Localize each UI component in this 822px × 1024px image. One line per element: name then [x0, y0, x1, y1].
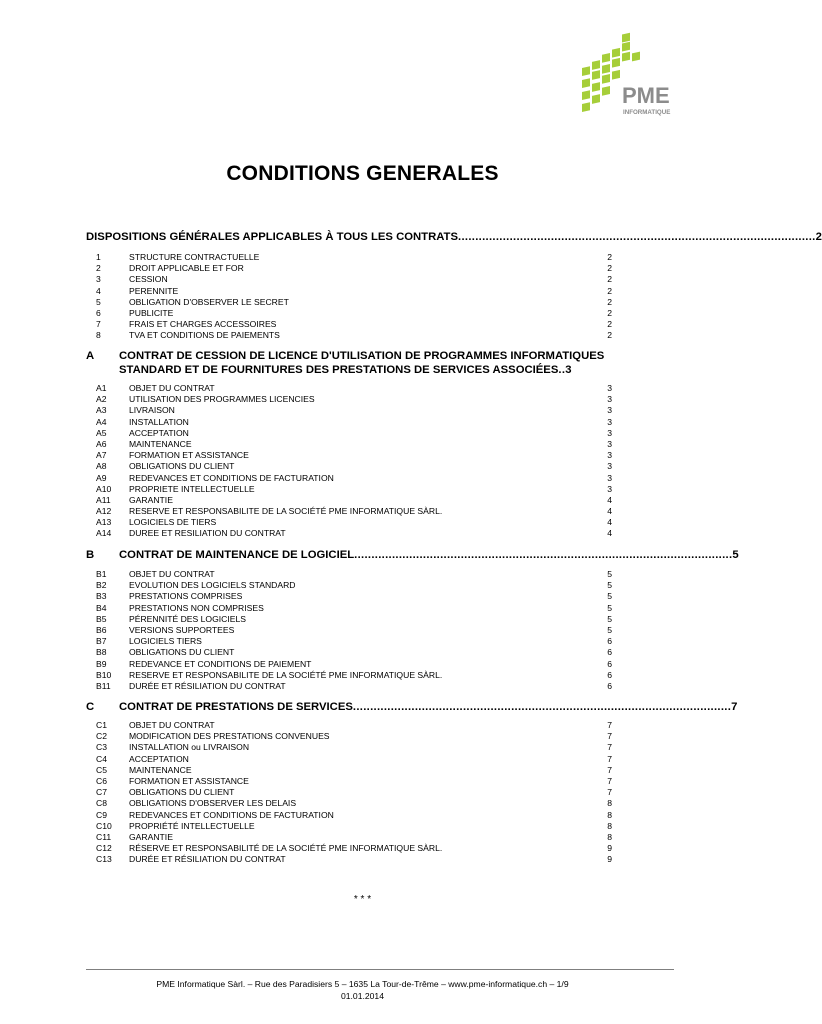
toc-section-letter: C [86, 701, 95, 713]
toc-entry-label: MAINTENANCE [129, 764, 192, 775]
toc-entry-number: C1 [96, 720, 107, 730]
toc-entry-label: MAINTENANCE [129, 438, 192, 449]
separator-stars: * * * [353, 894, 372, 905]
toc-entry-label: TVA ET CONDITIONS DE PAIEMENTS [129, 330, 280, 341]
toc-entry-label: DUREE ET RESILIATION DU CONTRAT [129, 528, 286, 539]
toc-entry-label: STRUCTURE CONTRACTUELLE [129, 252, 260, 262]
footer-date: 01.01.2014 [340, 991, 384, 1001]
page-title: CONDITIONS GENERALES [226, 162, 499, 185]
toc-entry-page: 7 [607, 753, 612, 764]
toc-entry[interactable] [96, 580, 612, 591]
toc-entry-label: OBJET DU CONTRAT [129, 383, 215, 393]
toc-entry-page: 5 [607, 602, 612, 613]
toc-entry-page: 4 [607, 517, 612, 528]
toc-entry-page: 4 [607, 528, 612, 539]
toc-entry-number: C11 [96, 831, 112, 842]
toc-entry-label: INSTALLATION ou LIVRAISON [129, 742, 250, 753]
toc-entry-number: 7 [96, 319, 101, 330]
toc-entry-page: 2 [607, 319, 612, 330]
company-logo [582, 40, 682, 120]
toc-entry-page: 6 [607, 636, 612, 647]
toc-entry-page: 3 [607, 394, 612, 405]
toc-entries-c [96, 720, 612, 865]
toc-entry[interactable] [96, 754, 612, 765]
toc-entry-page: 3 [607, 405, 612, 416]
toc-section-letter: A [86, 350, 95, 362]
toc-entry-number: B3 [96, 591, 107, 602]
toc-entry-label: PERENNITE [129, 285, 179, 296]
toc-entry-number: A3 [96, 405, 107, 416]
toc-heading-text: CONTRAT DE CESSION DE LICENCE D'UTILISATION DE PROGRAMMES INFORMATIQUES [119, 350, 605, 362]
toc-entry-page: 6 [607, 669, 612, 680]
toc-heading-text: CONTRAT DE PRESTATIONS DE SERVICES [119, 701, 353, 713]
logo-square [592, 82, 600, 92]
toc-entry[interactable] [96, 405, 612, 416]
toc-entry-number: 6 [96, 307, 101, 318]
toc-entry-page: 3 [607, 450, 612, 461]
toc-entry[interactable] [96, 394, 612, 405]
toc-entry-page: 2 [607, 274, 612, 285]
toc-entry[interactable] [96, 647, 612, 658]
toc-entry-label: EVOLUTION DES LOGICIELS STANDARD [129, 580, 296, 591]
toc-entry[interactable] [96, 787, 612, 798]
toc-entry-label: ACCEPTATION [129, 753, 189, 764]
logo-square [612, 48, 620, 58]
logo-square [602, 53, 610, 63]
toc-entry-number: A12 [96, 506, 112, 517]
toc-entry-page: 7 [607, 787, 612, 798]
toc-entry-page: 7 [607, 775, 612, 786]
toc-entry-page: 2 [607, 296, 612, 307]
toc-entry-page: 9 [607, 854, 612, 865]
logo-square [602, 86, 610, 96]
toc-entry-number: C9 [96, 809, 107, 820]
toc-entry[interactable] [96, 720, 612, 731]
toc-heading-a[interactable] [86, 349, 612, 377]
toc-leader-dots: .............................................................................................................. [352, 701, 732, 713]
toc-entry-number: C10 [96, 820, 112, 831]
toc-entry-page: 5 [607, 591, 612, 602]
toc-entries-b [96, 569, 612, 692]
toc-leader-dots: .. [558, 364, 566, 376]
toc-entry[interactable] [96, 450, 612, 461]
toc-entry-label: LOGICIELS TIERS [129, 636, 202, 647]
logo-square [622, 33, 630, 43]
toc-entry-number: A9 [96, 472, 107, 483]
toc-entry-label: FRAIS ET CHARGES ACCESSOIRES [129, 319, 277, 330]
toc-entry[interactable] [96, 286, 612, 297]
toc-entry[interactable] [96, 810, 612, 821]
toc-entry-page: 2 [607, 263, 612, 274]
toc-entry-number: C12 [96, 843, 112, 854]
toc-heading-text: CONTRAT DE MAINTENANCE DE LOGICIEL [119, 549, 355, 561]
toc-entry-page: 7 [607, 764, 612, 775]
toc-entry-number: A13 [96, 517, 112, 528]
logo-square [592, 94, 600, 104]
toc-entry-number: A14 [96, 528, 112, 539]
toc-entry-number: A11 [96, 494, 111, 505]
toc-entry[interactable] [96, 591, 612, 602]
toc-entry-label: PUBLICITE [129, 307, 174, 318]
toc-entry[interactable] [96, 439, 612, 450]
footer-address: PME Informatique Sàrl. – Rue des Paradisiers 5 – 1635 La Tour-de-Trême – www.pme-informatique.ch – 1/9 [156, 979, 569, 989]
toc-entry-number: A2 [96, 394, 107, 405]
footer-divider [86, 969, 674, 970]
page-footer [0, 978, 725, 1002]
toc-entry[interactable] [96, 659, 612, 670]
toc-entry[interactable] [96, 843, 612, 854]
logo-square [622, 52, 630, 62]
toc-entry[interactable] [96, 252, 612, 263]
toc-entry-page: 8 [607, 798, 612, 809]
toc-entry-label: GARANTIE [129, 831, 173, 842]
toc-entry-page: 8 [607, 831, 612, 842]
toc-entry-number: C4 [96, 753, 107, 764]
toc-entry-number: B9 [96, 658, 107, 669]
toc-entry-label: DURÉE ET RÉSILIATION DU CONTRAT [129, 854, 286, 865]
toc-entry[interactable] [96, 765, 612, 776]
toc-entry[interactable] [96, 625, 612, 636]
toc-entry-number: A5 [96, 427, 107, 438]
logo-square [582, 66, 590, 76]
toc-entry-page: 8 [607, 809, 612, 820]
toc-entry-number: 3 [96, 274, 101, 285]
toc-entry-label: PROPRIETE INTELLECTUELLE [129, 483, 255, 494]
toc-heading-general[interactable] [86, 230, 822, 244]
logo-square [592, 60, 600, 70]
toc-entry[interactable] [96, 798, 612, 809]
toc-entry-label: LIVRAISON [129, 405, 175, 416]
toc-heading-b[interactable] [86, 548, 739, 562]
toc-entry-number: B7 [96, 636, 107, 647]
toc-entry[interactable] [96, 517, 612, 528]
toc-entry[interactable] [96, 484, 612, 495]
toc-entry-label: MODIFICATION DES PRESTATIONS CONVENUES [129, 731, 330, 742]
toc-entry-number: C8 [96, 798, 107, 809]
toc-entry[interactable] [96, 832, 612, 843]
toc-entry[interactable] [96, 417, 612, 428]
toc-entry[interactable] [96, 854, 612, 865]
toc-entry[interactable] [96, 636, 612, 647]
toc-entry[interactable] [96, 461, 612, 472]
toc-entry[interactable] [96, 506, 612, 517]
toc-entry-page: 2 [607, 285, 612, 296]
toc-entry-label: RESERVE ET RESPONSABILITE DE LA SOCIÉTÉ PME INFORMATIQUE SÀRL. [129, 669, 443, 680]
toc-entry-page: 3 [607, 472, 612, 483]
toc-entry-page: 6 [607, 658, 612, 669]
logo-brand-text: PME [622, 83, 670, 108]
toc-entry-number: C3 [96, 742, 107, 753]
toc-entry-page: 2 [607, 252, 612, 262]
toc-entry[interactable] [96, 383, 612, 394]
toc-entry-label: OBLIGATIONS D'OBSERVER LES DELAIS [129, 798, 297, 809]
toc-entry-page: 7 [607, 742, 612, 753]
toc-entry-label: FORMATION ET ASSISTANCE [129, 775, 249, 786]
toc-entry-label: LOGICIELS DE TIERS [129, 517, 217, 528]
toc-entry-page: 2 [607, 307, 612, 318]
toc-entry-label: RESERVE ET RESPONSABILITE DE LA SOCIÉTÉ PME INFORMATIQUE SÀRL. [129, 506, 443, 517]
toc-section-letter: B [86, 549, 95, 561]
toc-entry[interactable] [96, 528, 612, 539]
toc-heading-page: 2 [815, 231, 822, 243]
toc-entry[interactable] [96, 670, 612, 681]
toc-entry-label: OBJET DU CONTRAT [129, 720, 215, 730]
toc-entry-page: 7 [607, 731, 612, 742]
toc-entry-number: B1 [96, 569, 107, 579]
toc-entry-number: 2 [96, 263, 101, 274]
toc-entry-label: OBLIGATION D'OBSERVER LE SECRET [129, 296, 289, 307]
toc-entry-page: 5 [607, 613, 612, 624]
toc-entry-number: B8 [96, 647, 107, 658]
toc-entry-number: A1 [96, 383, 107, 393]
toc-entries-a [96, 383, 612, 540]
logo-sub-text: INFORMATIQUE [623, 109, 671, 116]
toc-entry-number: 8 [96, 330, 101, 341]
toc-entry-page: 6 [607, 647, 612, 658]
toc-entry[interactable] [96, 319, 612, 330]
toc-entry-label: REDEVANCE ET CONDITIONS DE PAIEMENT [129, 658, 312, 669]
toc-entry-number: B6 [96, 624, 107, 635]
toc-entry-label: OBLIGATIONS DU CLIENT [129, 647, 235, 658]
toc-entry-label: OBLIGATIONS DU CLIENT [129, 461, 235, 472]
toc-entry[interactable] [96, 731, 612, 742]
toc-heading-page: 5 [732, 549, 739, 561]
toc-entry-label: REDEVANCES ET CONDITIONS DE FACTURATION [129, 472, 334, 483]
toc-entry-number: A4 [96, 416, 107, 427]
toc-entry[interactable] [96, 495, 612, 506]
logo-square [612, 58, 620, 68]
toc-entry-number: C6 [96, 775, 107, 786]
toc-entry-label: PÉRENNITÉ DES LOGICIELS [129, 613, 247, 624]
toc-entry-page: 3 [607, 438, 612, 449]
toc-entry[interactable] [96, 473, 612, 484]
toc-entry-number: A8 [96, 461, 107, 472]
logo-square [622, 42, 630, 52]
logo-square [582, 102, 590, 112]
toc-entry-number: 1 [96, 252, 101, 262]
toc-entry-number: B11 [96, 680, 111, 691]
toc-entry[interactable] [96, 308, 612, 319]
toc-entry-number: C2 [96, 731, 107, 742]
toc-entry-label: VERSIONS SUPPORTEES [129, 624, 235, 635]
toc-entry-number: C13 [96, 854, 112, 865]
toc-entry-number: A7 [96, 450, 107, 461]
toc-entry-page: 6 [607, 680, 612, 691]
toc-entry[interactable] [96, 263, 612, 274]
logo-square [592, 70, 600, 80]
toc-entry-page: 4 [607, 494, 612, 505]
toc-entry[interactable] [96, 742, 612, 753]
toc-entry-label: CESSION [129, 274, 168, 285]
toc-entry-page: 7 [607, 720, 612, 730]
toc-entry-label: OBLIGATIONS DU CLIENT [129, 787, 235, 798]
toc-heading-page: 7 [731, 701, 738, 713]
logo-square [612, 70, 620, 80]
toc-heading-text: DISPOSITIONS GÉNÉRALES APPLICABLES À TOUS LES CONTRATS [86, 231, 458, 243]
toc-entry-number: 4 [96, 285, 101, 296]
toc-heading-c[interactable] [86, 700, 738, 714]
toc-entry-number: B10 [96, 669, 112, 680]
toc-entry-page: 5 [607, 580, 612, 591]
toc-entry[interactable] [96, 330, 612, 341]
toc-entry-label: FORMATION ET ASSISTANCE [129, 450, 249, 461]
logo-graphic [582, 40, 682, 120]
toc-heading-text-continued: STANDARD ET DE FOURNITURES DES PRESTATIONS DE SERVICES ASSOCIÉES [119, 364, 559, 376]
toc-entry[interactable] [96, 428, 612, 439]
toc-entry-label: GARANTIE [129, 494, 173, 505]
toc-entry[interactable] [96, 614, 612, 625]
toc-entry-label: PROPRIÉTÉ INTELLECTUELLE [129, 820, 255, 831]
toc-entry-label: DURÉE ET RÉSILIATION DU CONTRAT [129, 680, 286, 691]
toc-entry-number: A10 [96, 483, 112, 494]
toc-entry-label: RÉSERVE ET RESPONSABILITÉ DE LA SOCIÉTÉ PME INFORMATIQUE SÀRL. [129, 843, 443, 854]
toc-entry-number: B2 [96, 580, 107, 591]
toc-entry-page: 3 [607, 427, 612, 438]
toc-entry-label: REDEVANCES ET CONDITIONS DE FACTURATION [129, 809, 334, 820]
toc-entry-page: 3 [607, 416, 612, 427]
toc-entry-page: 3 [607, 461, 612, 472]
toc-entry-label: OBJET DU CONTRAT [129, 569, 215, 579]
toc-leader-dots: ........................................................................................................ [458, 231, 816, 243]
logo-square [602, 74, 610, 84]
logo-square [632, 52, 640, 62]
toc-entry-label: INSTALLATION [129, 416, 189, 427]
toc-entry[interactable] [96, 603, 612, 614]
toc-entry-number: A6 [96, 438, 107, 449]
toc-entry-label: UTILISATION DES PROGRAMMES LICENCIES [129, 394, 315, 405]
toc-entry-label: DROIT APPLICABLE ET FOR [129, 263, 244, 274]
toc-entry-page: 3 [607, 383, 612, 393]
logo-square [602, 64, 610, 74]
toc-entry-number: 5 [96, 296, 101, 307]
toc-entry-page: 9 [607, 843, 612, 854]
toc-heading-page: 3 [565, 364, 572, 376]
toc-entry[interactable] [96, 569, 612, 580]
toc-leader-dots: .............................................................................................................. [354, 549, 733, 561]
toc-entry[interactable] [96, 274, 612, 285]
toc-entry[interactable] [96, 681, 612, 692]
toc-entry[interactable] [96, 821, 612, 832]
toc-entry[interactable] [96, 776, 612, 787]
toc-entry-page: 5 [607, 624, 612, 635]
toc-entry-label: ACCEPTATION [129, 427, 189, 438]
toc-entry-page: 4 [607, 506, 612, 517]
toc-entry-page: 3 [607, 483, 612, 494]
toc-entry-number: C7 [96, 787, 107, 798]
toc-entry-page: 2 [607, 330, 612, 341]
toc-entry-page: 8 [607, 820, 612, 831]
toc-entry-number: B4 [96, 602, 107, 613]
toc-entry-label: PRESTATIONS NON COMPRISES [129, 602, 264, 613]
toc-entry-number: C5 [96, 764, 107, 775]
toc-entry[interactable] [96, 297, 612, 308]
toc-entries-general [96, 252, 612, 342]
toc-entry-page: 5 [607, 569, 612, 579]
logo-square [582, 90, 590, 100]
toc-entry-number: B5 [96, 613, 107, 624]
logo-square [582, 78, 590, 88]
toc-entry-label: PRESTATIONS COMPRISES [129, 591, 243, 602]
